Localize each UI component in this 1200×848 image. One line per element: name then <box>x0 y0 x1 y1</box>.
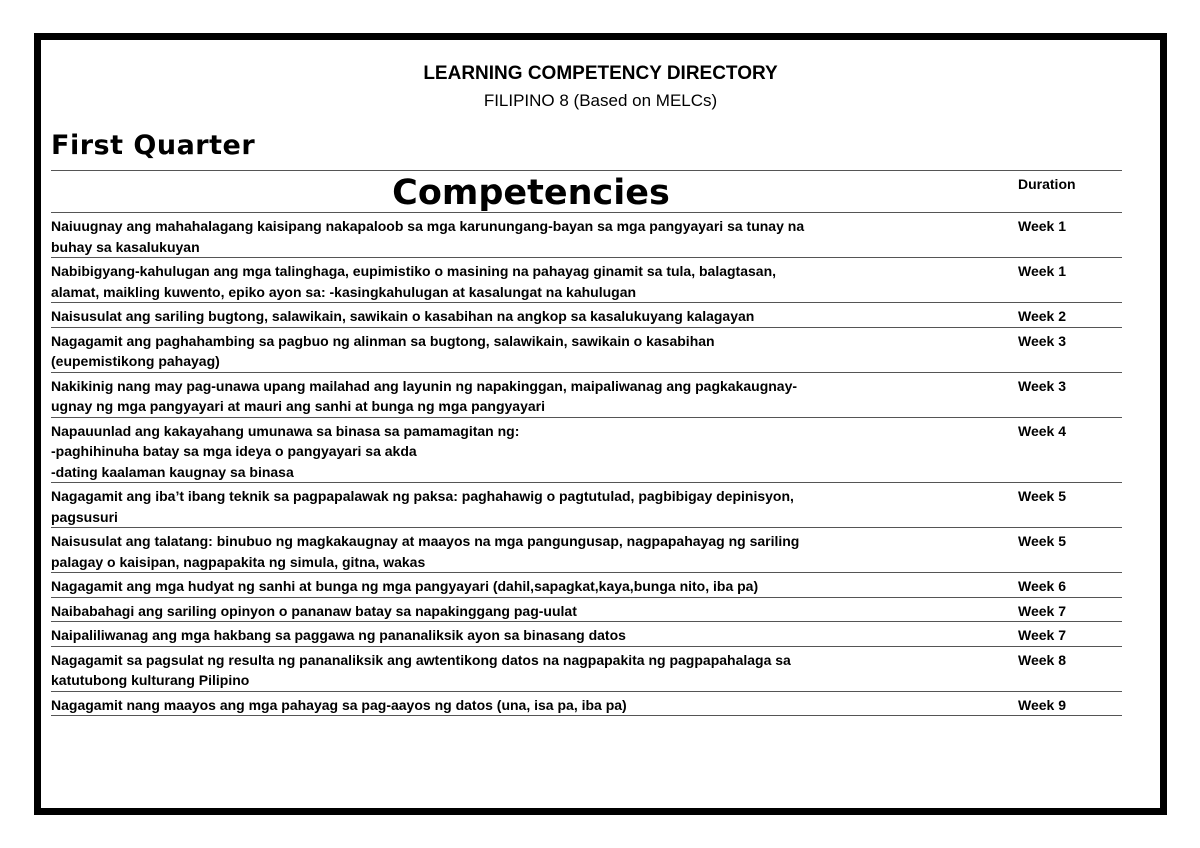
duration-cell: Week 3 <box>1018 377 1066 394</box>
competency-cell: Naibabahagi ang sariling opinyon o pananaw batay sa napakinggang pag-uulat <box>51 602 577 619</box>
duration-cell: Week 5 <box>1018 533 1066 549</box>
competency-cell: Nagagamit ang paghahambing sa pagbuo ng alinman sa bugtong, salawikain, sawikain o kasabihan (eupemistikong pahayag) <box>51 332 715 369</box>
duration-cell: Week 7 <box>1018 602 1066 619</box>
table-row <box>51 598 1122 623</box>
table-row <box>51 622 1122 647</box>
competency-table <box>51 170 1122 716</box>
competency-cell: Nagagamit sa pagsulat ng resulta ng pananaliksik ang awtentikong datos na nagpapakita ng pagpapahalaga sa katutubong kulturang Pilipino <box>51 651 791 688</box>
document-title: LEARNING COMPETENCY DIRECTORY <box>423 63 778 84</box>
table-row <box>51 328 1122 373</box>
duration-cell: Week 3 <box>1018 332 1066 349</box>
competency-cell: Naipaliliwanag ang mga hakbang sa paggawa ng pananaliksik ayon sa binasang datos <box>51 627 626 643</box>
table-row <box>51 418 1122 484</box>
table-header <box>51 170 1122 213</box>
duration-cell: Week 8 <box>1018 651 1066 668</box>
table-row <box>51 303 1122 328</box>
duration-cell: Week 1 <box>1018 263 1066 279</box>
document-subtitle: FILIPINO 8 (Based on MELCs) <box>483 91 718 110</box>
competency-cell: Nakikinig nang may pag-unawa upang mailahad ang layunin ng napakinggan, maipaliwanag ang pagkakaugnay- ugnay ng mga pangyayari at mauri ang sanhi at bunga ng mga pangyayari <box>51 377 798 414</box>
quarter-heading: First Quarter <box>51 130 256 161</box>
duration-cell: Week 1 <box>1018 218 1066 234</box>
table-row <box>51 258 1122 303</box>
duration-cell: Week 5 <box>1018 488 1066 504</box>
table-row <box>51 373 1122 418</box>
competency-cell: Napauunlad ang kakayahang umunawa sa binasa sa pamamagitan ng: -paghihinuha batay sa mga ideya o pangyayari sa akda -dating kaalaman kaugnay sa binasa <box>51 422 520 480</box>
duration-cell: Week 2 <box>1018 308 1066 324</box>
table-row <box>51 483 1122 528</box>
table-row <box>51 213 1122 258</box>
table-body <box>51 213 1122 716</box>
table-row <box>51 647 1122 692</box>
table-row <box>51 692 1122 717</box>
duration-cell: Week 9 <box>1018 696 1066 713</box>
competency-cell: Nabibigyang-kahulugan ang mga talinghaga, eupimistiko o masining na pahayag ginamit sa tula, balagtasan, alamat, maikling kuwento, epiko ayon sa: -kasingkahulugan at kasalungat na kahulugan <box>51 263 777 300</box>
competency-cell: Naisusulat ang talatang: binubuo ng magkakaugnay at maayos na mga pangungusap, nagpapahayag ng sariling palagay o kaisipan, nagpapakita ng simula, gitna, wakas <box>51 533 800 570</box>
duration-header: Duration <box>1018 176 1076 192</box>
competency-cell: Naisusulat ang sariling bugtong, salawikain, sawikain o kasabihan na angkop sa kasalukuyang kalagayan <box>51 308 755 324</box>
competency-cell: Nagagamit ang mga hudyat ng sanhi at bunga ng mga pangyayari (dahil,sapagkat,kaya,bunga nito, iba pa) <box>51 578 759 594</box>
duration-cell: Week 6 <box>1018 578 1066 594</box>
duration-cell: Week 4 <box>1018 422 1066 439</box>
competency-cell: Nagagamit nang maayos ang mga pahayag sa pag-aayos ng datos (una, isa pa, iba pa) <box>51 696 627 713</box>
table-row <box>51 528 1122 573</box>
competency-cell: Naiuugnay ang mahahalagang kaisipang nakapaloob sa mga karunungang-bayan sa mga pangyayari sa tunay na buhay sa kasalukuyan <box>51 218 805 255</box>
table-row <box>51 573 1122 598</box>
competencies-header: Competencies <box>392 173 670 213</box>
competency-cell: Nagagamit ang iba’t ibang teknik sa pagpapalawak ng paksa: paghahawig o pagtutulad, pagbibigay depinisyon, pagsusuri <box>51 488 794 525</box>
duration-cell: Week 7 <box>1018 627 1066 643</box>
document-frame <box>34 33 1167 815</box>
